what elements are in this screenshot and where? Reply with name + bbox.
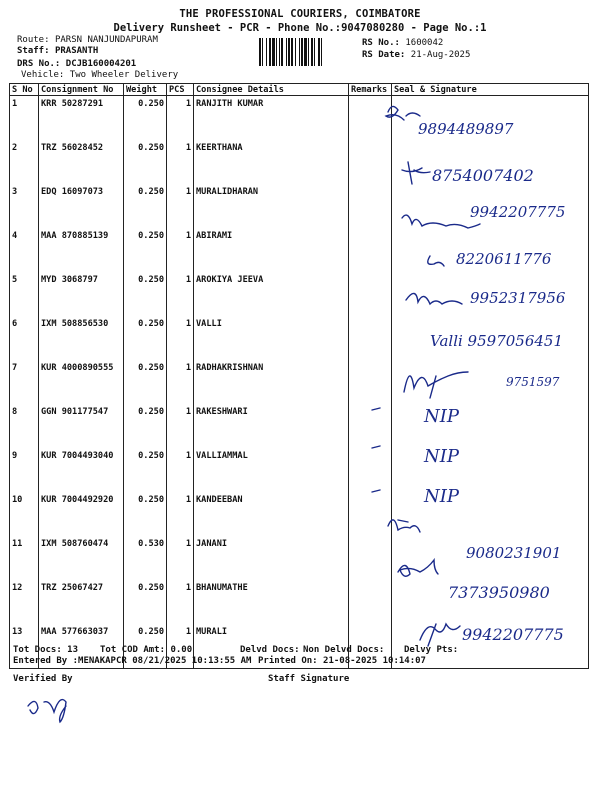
barcode-bar	[276, 38, 277, 66]
row-signature	[392, 184, 589, 228]
row11-handwriting: 9080231901	[466, 544, 562, 562]
row2-handwriting: 8754007402	[432, 166, 534, 185]
table-row	[10, 448, 589, 492]
barcode-bar	[321, 38, 322, 66]
drs-line	[17, 59, 136, 69]
row-consignment: TRZ 25067427	[39, 580, 124, 624]
row-remarks	[349, 404, 392, 448]
row-remarks	[349, 448, 392, 492]
row-pcs: 1	[167, 184, 194, 228]
row-consignee: AROKIYA JEEVA	[194, 272, 349, 316]
row-consignee: RANJITH KUMAR	[194, 96, 349, 141]
row-pcs: 1	[167, 492, 194, 536]
row-sno: 13	[10, 624, 39, 669]
row-weight: 0.250	[124, 448, 167, 492]
row-consignee: ABIRAMI	[194, 228, 349, 272]
row-signature	[392, 536, 589, 580]
row-sno: 12	[10, 580, 39, 624]
barcode-bar	[272, 38, 275, 66]
row-consignment: KUR 4000890555	[39, 360, 124, 404]
rs-date-label: RS Date:	[362, 50, 406, 60]
row-remarks	[349, 140, 392, 184]
staff-line	[17, 46, 98, 56]
runsheet-table	[9, 83, 589, 669]
printed-on: Printed On: 21-08-2025 10:14:07	[258, 656, 426, 666]
barcode-bar	[318, 38, 320, 66]
row-remarks	[349, 536, 392, 580]
row-pcs: 1	[167, 448, 194, 492]
table-row	[10, 228, 589, 272]
row-consignee: MURALIDHARAN	[194, 184, 349, 228]
table-header	[10, 84, 589, 96]
col-consignment: Consignment No	[39, 84, 124, 96]
row-pcs: 1	[167, 360, 194, 404]
row-sno: 3	[10, 184, 39, 228]
row-signature	[392, 360, 589, 404]
table-row	[10, 536, 589, 580]
row-signature	[392, 228, 589, 272]
barcode-bar	[266, 38, 267, 66]
row-weight: 0.250	[124, 580, 167, 624]
row-consignee: VALLI	[194, 316, 349, 360]
company-title: THE PROFESSIONAL COURIERS, COIMBATORE	[179, 8, 421, 20]
route-value: PARSN NANJUNDAPURAM	[54, 35, 158, 45]
barcode-bar	[286, 38, 287, 66]
row-sno: 7	[10, 360, 39, 404]
vehicle-line	[21, 70, 178, 80]
barcode-bar	[301, 38, 303, 66]
row-consignment: EDQ 16097073	[39, 184, 124, 228]
barcode-bar	[259, 38, 261, 66]
row-weight: 0.530	[124, 536, 167, 580]
row-signature	[392, 96, 589, 141]
rs-no-value: 1600042	[405, 38, 444, 48]
table-row	[10, 580, 589, 624]
row-remarks	[349, 580, 392, 624]
row-consignment: MYD 3068797	[39, 272, 124, 316]
row-remarks	[349, 316, 392, 360]
barcode-bar	[291, 38, 293, 66]
row-consignment: GGN 901177547	[39, 404, 124, 448]
vehicle-value: Two Wheeler Delivery	[69, 70, 179, 80]
row-consignee: BHANUMATHE	[194, 580, 349, 624]
row-consignment: MAA 577663037	[39, 624, 124, 669]
row-consignee: RAKESHWARI	[194, 404, 349, 448]
verified-signature	[28, 700, 66, 722]
delvd-docs: Delvd Docs:	[240, 645, 300, 655]
barcode-bar	[314, 38, 315, 66]
barcode-bar	[295, 38, 296, 66]
row-weight: 0.250	[124, 404, 167, 448]
barcode-bar	[279, 38, 280, 66]
row-consignment: IXM 508760474	[39, 536, 124, 580]
row-signature	[392, 492, 589, 536]
col-consignee: Consignee Details	[194, 84, 349, 96]
table-row	[10, 184, 589, 228]
row-sno: 8	[10, 404, 39, 448]
row-signature	[392, 316, 589, 360]
row-consignment: TRZ 56028452	[39, 140, 124, 184]
row-consignee: KANDEEBAN	[194, 492, 349, 536]
row-pcs: 1	[167, 624, 194, 669]
row-weight: 0.250	[124, 228, 167, 272]
staff-value: PRASANTH	[54, 46, 99, 56]
row-pcs: 1	[167, 536, 194, 580]
row-sno: 4	[10, 228, 39, 272]
row-sno: 9	[10, 448, 39, 492]
barcode	[258, 38, 358, 66]
row-weight: 0.250	[124, 492, 167, 536]
row-pcs: 1	[167, 272, 194, 316]
row-sno: 1	[10, 96, 39, 141]
entered-by: Entered By :MENAKAPCR 08/21/2025 10:13:55 AM	[13, 656, 252, 666]
row5-handwriting: 9952317956	[470, 289, 566, 307]
table-row	[10, 360, 589, 404]
row-pcs: 1	[167, 140, 194, 184]
row1-handwriting: 9894489897	[418, 120, 514, 138]
verified-by-label: Verified By	[13, 674, 73, 684]
staff-label: Staff:	[17, 46, 50, 56]
row-signature	[392, 272, 589, 316]
route-line	[17, 35, 158, 45]
row-consignee: KEERTHANA	[194, 140, 349, 184]
table-row	[10, 316, 589, 360]
row-signature	[392, 140, 589, 184]
row-sno: 5	[10, 272, 39, 316]
barcode-bar	[269, 38, 271, 66]
col-seal-signature: Seal & Signature	[392, 84, 589, 96]
row9-handwriting: NIP	[424, 446, 459, 467]
row-remarks	[349, 184, 392, 228]
row-weight: 0.250	[124, 624, 167, 669]
row-signature	[392, 404, 589, 448]
row-pcs: 1	[167, 404, 194, 448]
row-weight: 0.250	[124, 272, 167, 316]
delvy-pts: Delvy Pts:	[404, 645, 459, 655]
row6-handwriting: Valli 9597056451	[430, 332, 563, 350]
row7-handwriting: 9751597	[506, 375, 560, 389]
row-consignment: KRR 50287291	[39, 96, 124, 141]
barcode-bar	[288, 38, 290, 66]
tot-docs: Tot Docs: 13	[13, 645, 79, 655]
tot-cod-amt: Tot COD Amt: 0.00	[100, 645, 193, 655]
drs-label: DRS No.:	[17, 59, 61, 69]
row-sno: 2	[10, 140, 39, 184]
col-weight: Weight	[124, 84, 167, 96]
table-row	[10, 140, 589, 184]
vehicle-label: Vehicle:	[21, 70, 65, 80]
runsheet-subtitle: Delivery Runsheet - PCR - Phone No.:9047080280 - Page No.:1	[113, 22, 487, 34]
barcode-bar	[281, 38, 283, 66]
row-pcs: 1	[167, 316, 194, 360]
row-pcs: 1	[167, 228, 194, 272]
row-sno: 11	[10, 536, 39, 580]
row-pcs: 1	[167, 580, 194, 624]
rs-no-line	[362, 38, 443, 48]
rs-date-value: 21-Aug-2025	[410, 50, 471, 60]
row-weight: 0.250	[124, 360, 167, 404]
row-weight: 0.250	[124, 316, 167, 360]
rs-no-label: RS No.:	[362, 38, 400, 48]
row-weight: 0.250	[124, 96, 167, 141]
row-signature	[392, 448, 589, 492]
row-consignee: RADHAKRISHNAN	[194, 360, 349, 404]
row-pcs: 1	[167, 96, 194, 141]
row-weight: 0.250	[124, 140, 167, 184]
row-consignment: KUR 7004492920	[39, 492, 124, 536]
barcode-bar	[308, 38, 309, 66]
row-consignee: JANANI	[194, 536, 349, 580]
row-sno: 10	[10, 492, 39, 536]
row12-handwriting: 7373950980	[448, 583, 550, 602]
table-row	[10, 492, 589, 536]
row-weight: 0.250	[124, 184, 167, 228]
row4-handwriting: 8220611776	[456, 250, 552, 268]
table-row	[10, 404, 589, 448]
barcode-bar	[262, 38, 263, 66]
barcode-bar	[299, 38, 300, 66]
row-consignee: MURALI	[194, 624, 349, 669]
row10-handwriting: NIP	[424, 486, 459, 507]
row-remarks	[349, 360, 392, 404]
barcode-bar	[304, 38, 307, 66]
barcode-bar	[311, 38, 313, 66]
table-row	[10, 272, 589, 316]
row-consignee: VALLIAMMAL	[194, 448, 349, 492]
row-remarks	[349, 272, 392, 316]
non-delvd-docs: Non Delvd Docs:	[303, 645, 385, 655]
row-signature	[392, 580, 589, 624]
row13-handwriting: 9942207775	[462, 625, 564, 644]
row-consignment: MAA 870885139	[39, 228, 124, 272]
table-row	[10, 96, 589, 141]
col-pcs: PCS	[167, 84, 194, 96]
staff-signature-label: Staff Signature	[268, 674, 350, 684]
route-label: Route:	[17, 35, 50, 45]
row-sno: 6	[10, 316, 39, 360]
row-consignment: KUR 7004493040	[39, 448, 124, 492]
row8-handwriting: NIP	[424, 406, 459, 427]
row-consignment: IXM 508856530	[39, 316, 124, 360]
row-remarks	[349, 228, 392, 272]
col-remarks: Remarks	[349, 84, 392, 96]
row-remarks	[349, 96, 392, 141]
row3-handwriting: 9942207775	[470, 203, 566, 221]
drs-value: DCJB160004201	[65, 59, 137, 69]
row-remarks	[349, 492, 392, 536]
col-sno: S No	[10, 84, 39, 96]
rs-date-line	[362, 50, 470, 60]
